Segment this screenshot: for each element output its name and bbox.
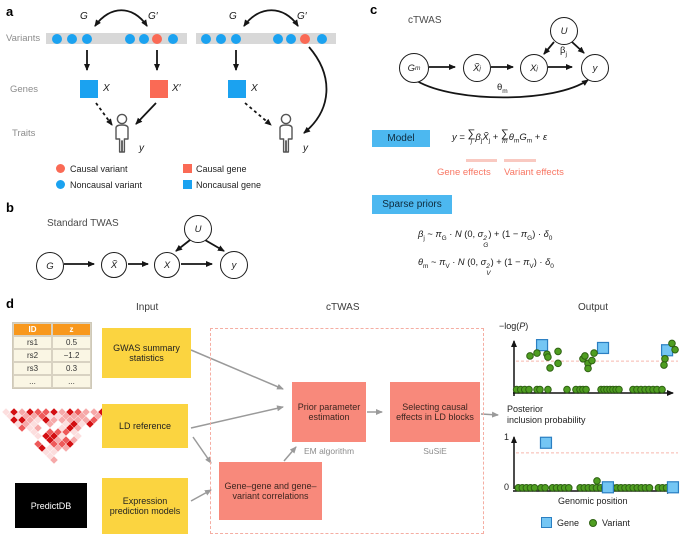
noncausal-variant-dot [273,34,283,44]
gwas-summary-box: GWAS summary statistics [102,328,191,378]
table-header-row [13,323,91,336]
legend-label: Causal variant [70,164,128,174]
panel-label-a: a [6,4,14,19]
row-label-genes: Genes [10,84,38,95]
node-y: y [220,251,248,279]
variant-g-label: G [80,11,88,22]
pip-label-line2: inclusion probability [507,415,586,425]
ctwas-title: cTWAS [408,15,442,26]
node-x-j: X j [520,54,548,82]
noncausal-variant-dot [67,34,77,44]
gene-effects-label: Gene effects [437,167,491,178]
legend-label: Noncausal variant [70,180,143,190]
noncausal-gene-square [80,80,98,98]
table-row [13,336,91,349]
genomic-position-label: Genomic position [558,496,628,506]
variant-effects-label: Variant effects [504,167,564,178]
noncausal-variant-dot [82,34,92,44]
node-xhat: X̃ [101,252,127,278]
ld-heatmap [2,408,106,464]
correlations-box: Gene–gene and gene–variant correlations [219,462,322,520]
panel-label-c: c [370,2,378,17]
theta-prior-equation: $\theta_m$ ~ $\pi_V \cdot N$ (0, σ 2 V ) + $(1 - \pi_V) \cdot \delta_0$ [418,257,554,277]
ytick-1: 1 [504,432,510,442]
legend-label: Causal gene [196,164,247,174]
noncausal-variant-dot [317,34,327,44]
noncausal-gene-legend-swatch [183,180,192,189]
output-header: Output [578,302,609,313]
panel-label-d: d [6,296,14,311]
dashed-effect-arrow [245,103,271,125]
gene-legend-swatch [541,517,552,528]
noncausal-variant-dot [52,34,62,44]
noncausal-gene-square [228,80,246,98]
table-header-id: ID [13,323,52,336]
causal-gene-square [150,80,168,98]
table-cell: rs3 [13,362,52,375]
node-u-confounder: U [184,215,212,243]
variant-gprime-label: G′ [297,11,307,22]
direct-variant-effect-arrow [304,47,326,133]
person-icon [274,113,298,155]
variant-g-label: G [229,11,237,22]
node-xhat-j: X̃ j [463,54,491,82]
theta-effect-label: $\theta_m$ [497,82,508,95]
standard-twas-title: Standard TWAS [47,218,119,229]
table-header-z: z [52,323,91,336]
person-icon [110,113,134,155]
gwas-summary-table [12,322,92,389]
ld-reference-box: LD reference [102,404,188,448]
table-cell: 0.5 [52,336,91,349]
correlation-arc-right [244,10,298,26]
gene-x-label: X [251,83,258,94]
expression-models-box: Expression prediction models [102,478,188,534]
noncausal-variant-legend-swatch [56,180,65,189]
beta-effect-label: $\beta_j$ [560,45,567,58]
ctwas-header: cTWAS [326,302,360,313]
table-row [13,349,91,362]
em-algorithm-label: EM algorithm [303,446,355,456]
selecting-effects-box: Selecting causal effects in LD blocks [390,382,480,442]
correlation-arc-left [95,10,147,26]
prior-estimation-box: Prior parameter estimation [292,382,366,442]
causal-variant-legend-swatch [56,164,65,173]
ytick-0: 0 [504,482,510,492]
node-g: G [36,252,64,280]
legend-label: Noncausal gene [196,180,262,190]
noncausal-variant-dot [201,34,211,44]
table-cell: 0.3 [52,362,91,375]
gene-x-label: X [103,83,110,94]
noncausal-variant-dot [168,34,178,44]
input-header: Input [136,302,159,313]
sparse-priors-tag: Sparse priors [372,195,452,214]
noncausal-variant-dot [216,34,226,44]
noncausal-variant-dot [139,34,149,44]
node-u-confounder: U [550,17,578,45]
table-cell: rs2 [13,349,52,362]
pip-label-line1: Posterior [507,404,544,414]
gene-effects-underline [466,159,497,162]
row-label-traits: Traits [12,128,36,139]
variant-legend-swatch [589,519,597,527]
table-cell: ... [52,375,91,388]
noncausal-variant-dot [286,34,296,44]
panel-label-b: b [6,200,14,215]
trait-y-label: y [139,143,144,154]
variant-legend-label: Variant [602,518,630,528]
manhattan-plot-points [513,340,678,393]
model-tag: Model [372,130,430,147]
table-row [13,362,91,375]
table-cell: rs1 [13,336,52,349]
variant-effects-underline [504,159,536,162]
node-y: y [581,54,609,82]
table-cell: ... [13,375,52,388]
gene-xprime-label: X′ [172,83,181,94]
causal-variant-dot [300,34,310,44]
row-label-variants: Variants [6,33,41,44]
node-x: X [154,252,180,278]
node-gm: G m [399,53,429,83]
causal-variant-dot [152,34,162,44]
neglogp-axis-label: −log(P) [499,321,529,331]
panel-b-arrows [64,240,224,264]
ctwas-model-equation: y = ∑ j $\beta_jX̃_j$ + ∑ m $\theta_mG_m + \varepsilon$ [452,128,548,145]
table-cell: −1.2 [52,349,91,362]
gene-legend-label: Gene [557,518,580,528]
noncausal-variant-dot [125,34,135,44]
susie-label: SuSiE [423,446,447,456]
trait-y-label: y [303,143,308,154]
causal-gene-legend-swatch [183,164,192,173]
table-row [13,375,91,388]
variant-gprime-label: G′ [148,11,158,22]
beta-prior-equation: $\beta_j$ ~ $\pi_G \cdot N$ (0, σ 2 G ) + $(1 - \pi_G) \cdot \delta_0$ [418,229,553,249]
predictdb-logo: PredictDB [15,483,87,528]
pip-plot-points [515,437,678,493]
noncausal-variant-dot [231,34,241,44]
